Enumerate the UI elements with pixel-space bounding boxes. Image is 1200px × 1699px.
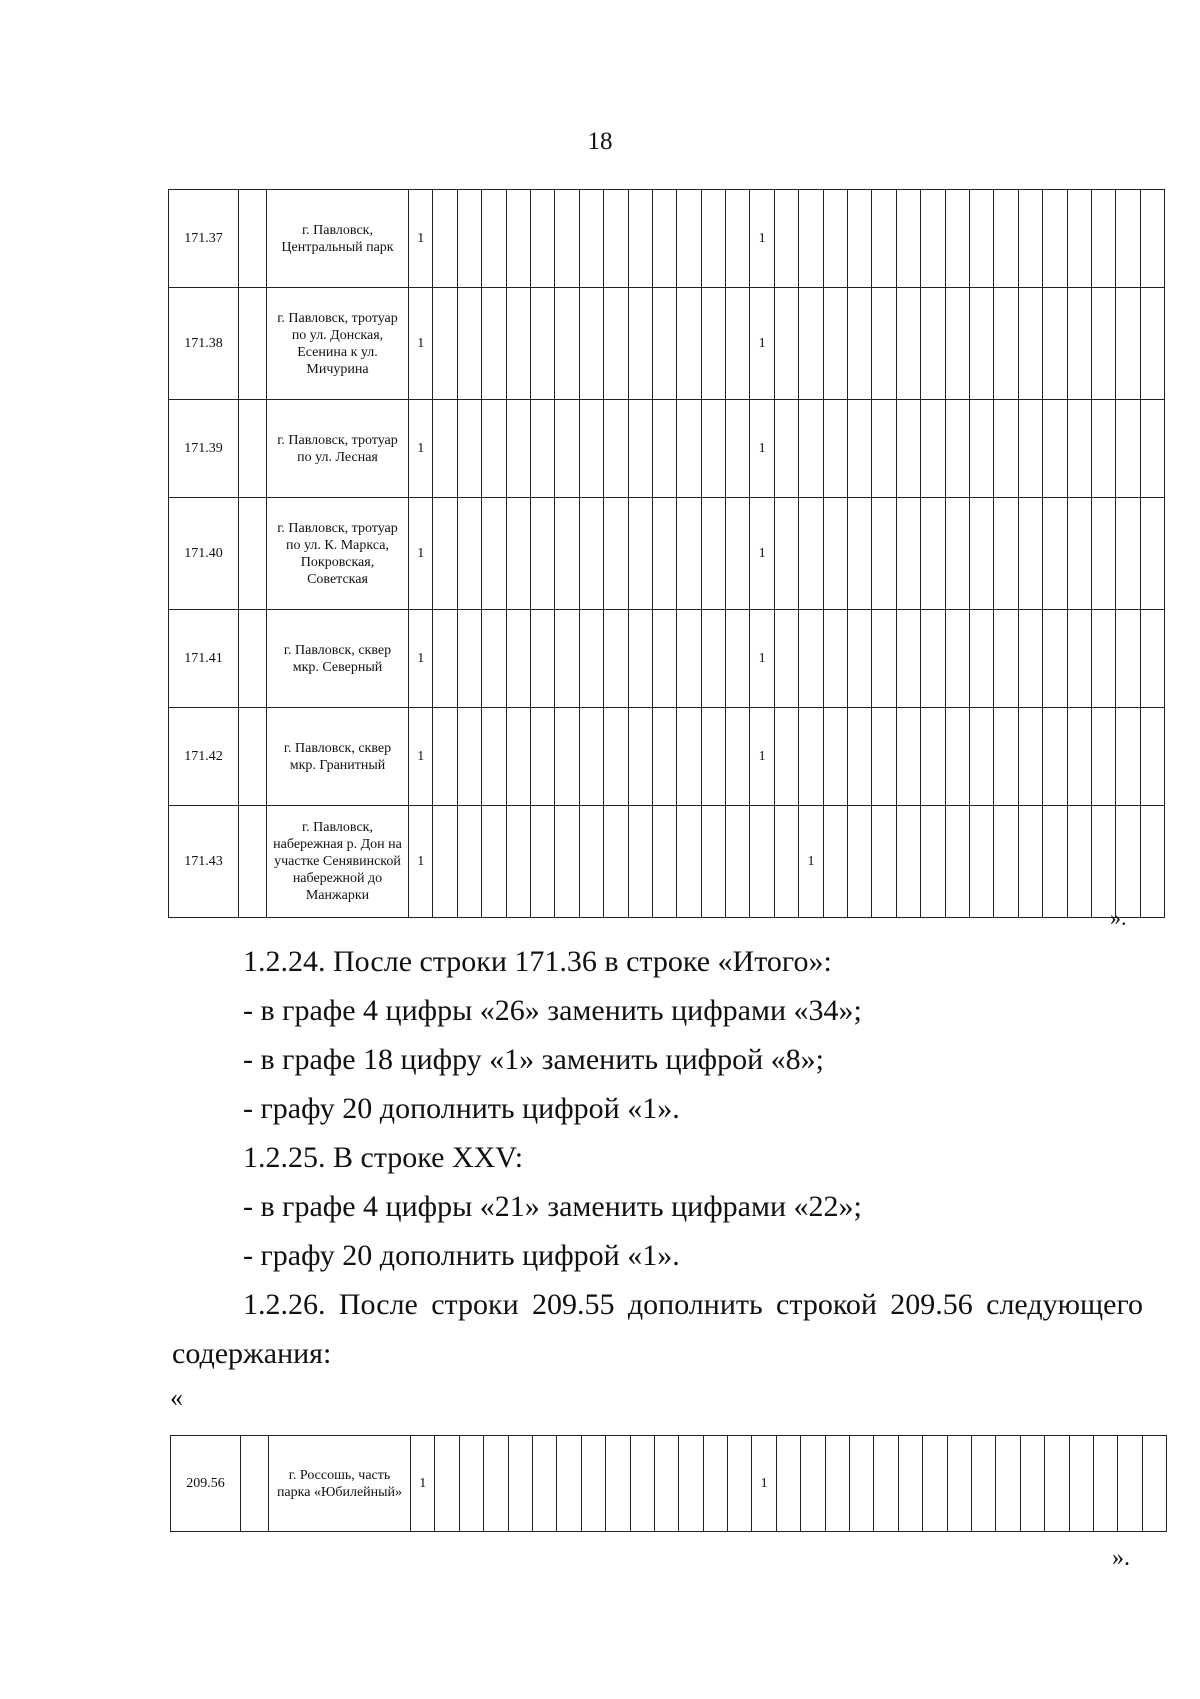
empty-cell bbox=[1067, 708, 1091, 806]
empty-cell bbox=[677, 708, 701, 806]
empty-cell bbox=[433, 498, 457, 610]
empty-cell bbox=[874, 1436, 898, 1532]
empty-cell bbox=[701, 288, 725, 400]
empty-cell bbox=[652, 190, 676, 288]
empty-cell bbox=[652, 498, 676, 610]
location-cell: г. Павловск, сквер мкр. Северный bbox=[267, 610, 409, 708]
empty-cell bbox=[579, 288, 603, 400]
empty-cell bbox=[1091, 708, 1115, 806]
empty-cell bbox=[994, 288, 1018, 400]
row-number-cell: 171.43 bbox=[169, 806, 239, 918]
empty-cell bbox=[530, 190, 554, 288]
empty-cell bbox=[482, 400, 506, 498]
empty-cell bbox=[457, 190, 481, 288]
empty-cell bbox=[579, 190, 603, 288]
empty-cell bbox=[774, 190, 798, 288]
empty-cell bbox=[482, 806, 506, 918]
empty-cell bbox=[530, 610, 554, 708]
empty-cell bbox=[677, 400, 701, 498]
empty-cell bbox=[921, 288, 945, 400]
empty-cell bbox=[945, 288, 969, 400]
empty-cell bbox=[850, 1436, 874, 1532]
empty-cell bbox=[1116, 708, 1140, 806]
empty-cell bbox=[971, 1436, 995, 1532]
column-18-cell: 1 bbox=[750, 190, 774, 288]
empty-cell bbox=[239, 400, 267, 498]
empty-cell bbox=[872, 498, 896, 610]
empty-cell bbox=[1067, 498, 1091, 610]
empty-cell bbox=[1043, 708, 1067, 806]
empty-cell bbox=[994, 190, 1018, 288]
paragraph-1-2-25: 1.2.25. В строке XXV: bbox=[243, 1141, 524, 1174]
empty-cell bbox=[241, 1436, 269, 1532]
table-top bbox=[168, 189, 1165, 918]
empty-cell bbox=[969, 708, 993, 806]
empty-cell bbox=[1116, 400, 1140, 498]
empty-cell bbox=[945, 498, 969, 610]
empty-cell bbox=[996, 1436, 1020, 1532]
empty-cell bbox=[1140, 190, 1164, 288]
empty-cell bbox=[604, 400, 628, 498]
empty-cell bbox=[506, 498, 530, 610]
empty-cell bbox=[628, 190, 652, 288]
empty-cell bbox=[848, 708, 872, 806]
location-cell: г. Павловск, набережная р. Дон на участке Сенявинской набережной до Манжарки bbox=[267, 806, 409, 918]
empty-cell bbox=[654, 1436, 678, 1532]
empty-cell bbox=[896, 806, 920, 918]
empty-cell bbox=[1067, 190, 1091, 288]
paragraph-1-2-26: 1.2.26. После строки 209.55 дополнить строкой 209.56 следующего bbox=[243, 1288, 1143, 1321]
empty-cell bbox=[1043, 806, 1067, 918]
empty-cell bbox=[945, 190, 969, 288]
table-row bbox=[169, 288, 1165, 400]
empty-cell bbox=[628, 288, 652, 400]
empty-cell bbox=[1142, 1436, 1166, 1532]
empty-cell bbox=[969, 610, 993, 708]
row-number-cell: 209.56 bbox=[171, 1436, 241, 1532]
column-4-cell: 1 bbox=[409, 190, 433, 288]
row-number-cell: 171.39 bbox=[169, 400, 239, 498]
empty-cell bbox=[579, 610, 603, 708]
column-18-cell bbox=[750, 806, 774, 918]
empty-cell bbox=[628, 708, 652, 806]
empty-cell bbox=[945, 400, 969, 498]
empty-cell bbox=[823, 806, 847, 918]
empty-cell bbox=[628, 498, 652, 610]
empty-cell bbox=[1093, 1436, 1117, 1532]
empty-cell bbox=[1018, 708, 1042, 806]
column-4-cell: 1 bbox=[409, 708, 433, 806]
empty-cell bbox=[872, 400, 896, 498]
empty-cell bbox=[433, 400, 457, 498]
paragraph-item-1: - в графе 4 цифры «26» заменить цифрами «34»; bbox=[243, 994, 862, 1027]
empty-cell bbox=[604, 806, 628, 918]
empty-cell bbox=[677, 610, 701, 708]
empty-cell bbox=[1020, 1436, 1044, 1532]
empty-cell bbox=[823, 708, 847, 806]
empty-cell bbox=[726, 610, 750, 708]
empty-cell bbox=[1116, 610, 1140, 708]
empty-cell bbox=[530, 498, 554, 610]
row-number-cell: 171.38 bbox=[169, 288, 239, 400]
empty-cell bbox=[774, 288, 798, 400]
empty-cell bbox=[801, 1436, 825, 1532]
empty-cell bbox=[530, 400, 554, 498]
column-20-cell: 1 bbox=[799, 806, 823, 918]
table-row bbox=[169, 498, 1165, 610]
empty-cell bbox=[896, 708, 920, 806]
column-20-cell bbox=[799, 400, 823, 498]
empty-cell bbox=[555, 288, 579, 400]
empty-cell bbox=[1140, 806, 1164, 918]
empty-cell bbox=[1091, 498, 1115, 610]
empty-cell bbox=[774, 400, 798, 498]
empty-cell bbox=[557, 1436, 581, 1532]
empty-cell bbox=[1018, 400, 1042, 498]
empty-cell bbox=[506, 610, 530, 708]
empty-cell bbox=[701, 610, 725, 708]
empty-cell bbox=[506, 806, 530, 918]
empty-cell bbox=[994, 806, 1018, 918]
empty-cell bbox=[1116, 498, 1140, 610]
empty-cell bbox=[701, 806, 725, 918]
empty-cell bbox=[823, 498, 847, 610]
empty-cell bbox=[508, 1436, 532, 1532]
empty-cell bbox=[896, 400, 920, 498]
empty-cell bbox=[872, 806, 896, 918]
empty-cell bbox=[628, 806, 652, 918]
empty-cell bbox=[555, 708, 579, 806]
empty-cell bbox=[484, 1436, 508, 1532]
empty-cell bbox=[579, 806, 603, 918]
empty-cell bbox=[457, 288, 481, 400]
empty-cell bbox=[628, 400, 652, 498]
empty-cell bbox=[555, 498, 579, 610]
empty-cell bbox=[1043, 190, 1067, 288]
empty-cell bbox=[652, 288, 676, 400]
column-4-cell: 1 bbox=[409, 498, 433, 610]
table-row bbox=[169, 806, 1165, 918]
empty-cell bbox=[994, 708, 1018, 806]
location-cell: г. Павловск, Центральный парк bbox=[267, 190, 409, 288]
empty-cell bbox=[1018, 190, 1042, 288]
column-18-cell: 1 bbox=[752, 1436, 776, 1532]
empty-cell bbox=[728, 1436, 752, 1532]
empty-cell bbox=[945, 610, 969, 708]
empty-cell bbox=[701, 190, 725, 288]
empty-cell bbox=[239, 288, 267, 400]
location-cell: г. Павловск, тротуар по ул. К. Маркса, Покровская, Советская bbox=[267, 498, 409, 610]
column-4-cell: 1 bbox=[409, 806, 433, 918]
empty-cell bbox=[945, 806, 969, 918]
empty-cell bbox=[530, 708, 554, 806]
empty-cell bbox=[848, 288, 872, 400]
empty-cell bbox=[604, 708, 628, 806]
column-20-cell bbox=[799, 708, 823, 806]
table-row bbox=[171, 1436, 1167, 1532]
empty-cell bbox=[532, 1436, 556, 1532]
empty-cell bbox=[433, 610, 457, 708]
empty-cell bbox=[776, 1436, 800, 1532]
column-4-cell: 1 bbox=[409, 610, 433, 708]
empty-cell bbox=[604, 190, 628, 288]
table-bottom bbox=[170, 1435, 1167, 1532]
empty-cell bbox=[579, 498, 603, 610]
empty-cell bbox=[726, 498, 750, 610]
location-cell: г. Павловск, сквер мкр. Гранитный bbox=[267, 708, 409, 806]
column-18-cell: 1 bbox=[750, 498, 774, 610]
empty-cell bbox=[848, 610, 872, 708]
closing-quote-top: ». bbox=[1110, 905, 1127, 930]
empty-cell bbox=[1067, 610, 1091, 708]
empty-cell bbox=[848, 190, 872, 288]
column-20-cell bbox=[799, 190, 823, 288]
empty-cell bbox=[921, 708, 945, 806]
empty-cell bbox=[726, 400, 750, 498]
empty-cell bbox=[506, 708, 530, 806]
empty-cell bbox=[677, 806, 701, 918]
row-number-cell: 171.37 bbox=[169, 190, 239, 288]
table-row bbox=[169, 610, 1165, 708]
empty-cell bbox=[825, 1436, 849, 1532]
empty-cell bbox=[1045, 1436, 1069, 1532]
empty-cell bbox=[433, 288, 457, 400]
empty-cell bbox=[1091, 806, 1115, 918]
empty-cell bbox=[457, 400, 481, 498]
empty-cell bbox=[945, 708, 969, 806]
empty-cell bbox=[679, 1436, 703, 1532]
empty-cell bbox=[823, 400, 847, 498]
empty-cell bbox=[1018, 288, 1042, 400]
empty-cell bbox=[872, 288, 896, 400]
empty-cell bbox=[1116, 190, 1140, 288]
column-18-cell: 1 bbox=[750, 708, 774, 806]
empty-cell bbox=[1067, 806, 1091, 918]
empty-cell bbox=[848, 498, 872, 610]
empty-cell bbox=[774, 498, 798, 610]
empty-cell bbox=[703, 1436, 727, 1532]
column-4-cell: 1 bbox=[409, 288, 433, 400]
empty-cell bbox=[604, 288, 628, 400]
empty-cell bbox=[652, 610, 676, 708]
empty-cell bbox=[921, 190, 945, 288]
column-18-cell: 1 bbox=[750, 610, 774, 708]
empty-cell bbox=[1116, 288, 1140, 400]
empty-cell bbox=[1140, 498, 1164, 610]
empty-cell bbox=[457, 498, 481, 610]
empty-cell bbox=[606, 1436, 630, 1532]
empty-cell bbox=[482, 288, 506, 400]
empty-cell bbox=[726, 190, 750, 288]
empty-cell bbox=[1116, 806, 1140, 918]
empty-cell bbox=[555, 610, 579, 708]
empty-cell bbox=[1043, 610, 1067, 708]
empty-cell bbox=[482, 190, 506, 288]
column-4-cell: 1 bbox=[411, 1436, 435, 1532]
empty-cell bbox=[239, 708, 267, 806]
empty-cell bbox=[1118, 1436, 1142, 1532]
empty-cell bbox=[896, 610, 920, 708]
empty-cell bbox=[555, 806, 579, 918]
empty-cell bbox=[652, 806, 676, 918]
row-number-cell: 171.40 bbox=[169, 498, 239, 610]
column-20-cell bbox=[799, 610, 823, 708]
column-20-cell bbox=[799, 498, 823, 610]
empty-cell bbox=[239, 610, 267, 708]
empty-cell bbox=[774, 610, 798, 708]
empty-cell bbox=[872, 708, 896, 806]
empty-cell bbox=[433, 708, 457, 806]
empty-cell bbox=[482, 610, 506, 708]
empty-cell bbox=[1043, 400, 1067, 498]
empty-cell bbox=[1091, 610, 1115, 708]
column-20-cell bbox=[799, 288, 823, 400]
empty-cell bbox=[482, 498, 506, 610]
empty-cell bbox=[921, 806, 945, 918]
empty-cell bbox=[433, 806, 457, 918]
empty-cell bbox=[459, 1436, 483, 1532]
empty-cell bbox=[1067, 288, 1091, 400]
empty-cell bbox=[506, 400, 530, 498]
empty-cell bbox=[774, 806, 798, 918]
empty-cell bbox=[555, 400, 579, 498]
empty-cell bbox=[604, 610, 628, 708]
empty-cell bbox=[239, 806, 267, 918]
empty-cell bbox=[774, 708, 798, 806]
location-cell: г. Россошь, часть парка «Юбилейный» bbox=[269, 1436, 411, 1532]
empty-cell bbox=[652, 708, 676, 806]
empty-cell bbox=[969, 400, 993, 498]
empty-cell bbox=[701, 400, 725, 498]
empty-cell bbox=[898, 1436, 922, 1532]
empty-cell bbox=[947, 1436, 971, 1532]
empty-cell bbox=[726, 806, 750, 918]
empty-cell bbox=[923, 1436, 947, 1532]
empty-cell bbox=[482, 708, 506, 806]
empty-cell bbox=[994, 400, 1018, 498]
empty-cell bbox=[726, 708, 750, 806]
empty-cell bbox=[1069, 1436, 1093, 1532]
empty-cell bbox=[630, 1436, 654, 1532]
empty-cell bbox=[872, 610, 896, 708]
paragraph-item-2: - в графе 18 цифру «1» заменить цифрой «8»; bbox=[243, 1043, 824, 1076]
opening-quote: « bbox=[170, 1383, 183, 1412]
empty-cell bbox=[1018, 610, 1042, 708]
table-row bbox=[169, 400, 1165, 498]
empty-cell bbox=[433, 190, 457, 288]
empty-cell bbox=[530, 806, 554, 918]
empty-cell bbox=[604, 498, 628, 610]
empty-cell bbox=[969, 806, 993, 918]
paragraph-continuation: содержания: bbox=[172, 1337, 332, 1370]
empty-cell bbox=[457, 610, 481, 708]
empty-cell bbox=[1043, 498, 1067, 610]
empty-cell bbox=[1018, 498, 1042, 610]
empty-cell bbox=[921, 498, 945, 610]
empty-cell bbox=[994, 610, 1018, 708]
empty-cell bbox=[1140, 610, 1164, 708]
empty-cell bbox=[652, 400, 676, 498]
location-cell: г. Павловск, тротуар по ул. Лесная bbox=[267, 400, 409, 498]
empty-cell bbox=[1140, 288, 1164, 400]
empty-cell bbox=[1091, 190, 1115, 288]
empty-cell bbox=[701, 498, 725, 610]
empty-cell bbox=[435, 1436, 459, 1532]
row-number-cell: 171.42 bbox=[169, 708, 239, 806]
location-cell: г. Павловск, тротуар по ул. Донская, Есенина к ул. Мичурина bbox=[267, 288, 409, 400]
empty-cell bbox=[872, 190, 896, 288]
column-18-cell: 1 bbox=[750, 400, 774, 498]
empty-cell bbox=[969, 190, 993, 288]
empty-cell bbox=[628, 610, 652, 708]
empty-cell bbox=[579, 708, 603, 806]
empty-cell bbox=[457, 806, 481, 918]
empty-cell bbox=[969, 498, 993, 610]
empty-cell bbox=[581, 1436, 605, 1532]
empty-cell bbox=[1091, 288, 1115, 400]
empty-cell bbox=[1018, 806, 1042, 918]
page-number: 18 bbox=[587, 128, 613, 155]
row-number-cell: 171.41 bbox=[169, 610, 239, 708]
empty-cell bbox=[677, 288, 701, 400]
empty-cell bbox=[969, 288, 993, 400]
empty-cell bbox=[896, 190, 920, 288]
empty-cell bbox=[701, 708, 725, 806]
empty-cell bbox=[1067, 400, 1091, 498]
column-18-cell: 1 bbox=[750, 288, 774, 400]
empty-cell bbox=[1140, 400, 1164, 498]
empty-cell bbox=[677, 498, 701, 610]
empty-cell bbox=[457, 708, 481, 806]
empty-cell bbox=[823, 190, 847, 288]
paragraph-1-2-24: 1.2.24. После строки 171.36 в строке «Итого»: bbox=[243, 945, 832, 978]
empty-cell bbox=[896, 288, 920, 400]
empty-cell bbox=[555, 190, 579, 288]
empty-cell bbox=[921, 610, 945, 708]
empty-cell bbox=[848, 400, 872, 498]
empty-cell bbox=[848, 806, 872, 918]
table-row bbox=[169, 708, 1165, 806]
table-row bbox=[169, 190, 1165, 288]
empty-cell bbox=[726, 288, 750, 400]
empty-cell bbox=[506, 288, 530, 400]
empty-cell bbox=[1043, 288, 1067, 400]
empty-cell bbox=[896, 498, 920, 610]
empty-cell bbox=[530, 288, 554, 400]
empty-cell bbox=[1140, 708, 1164, 806]
empty-cell bbox=[921, 400, 945, 498]
closing-quote-bottom: ». bbox=[1112, 1545, 1130, 1571]
empty-cell bbox=[677, 190, 701, 288]
empty-cell bbox=[506, 190, 530, 288]
empty-cell bbox=[994, 498, 1018, 610]
paragraph-item-4: - в графе 4 цифры «21» заменить цифрами «22»; bbox=[243, 1190, 862, 1223]
paragraph-item-3: - графу 20 дополнить цифрой «1». bbox=[243, 1092, 680, 1125]
empty-cell bbox=[239, 190, 267, 288]
empty-cell bbox=[823, 288, 847, 400]
empty-cell bbox=[823, 610, 847, 708]
empty-cell bbox=[239, 498, 267, 610]
empty-cell bbox=[1091, 400, 1115, 498]
paragraph-item-5: - графу 20 дополнить цифрой «1». bbox=[243, 1239, 680, 1272]
empty-cell bbox=[579, 400, 603, 498]
column-4-cell: 1 bbox=[409, 400, 433, 498]
